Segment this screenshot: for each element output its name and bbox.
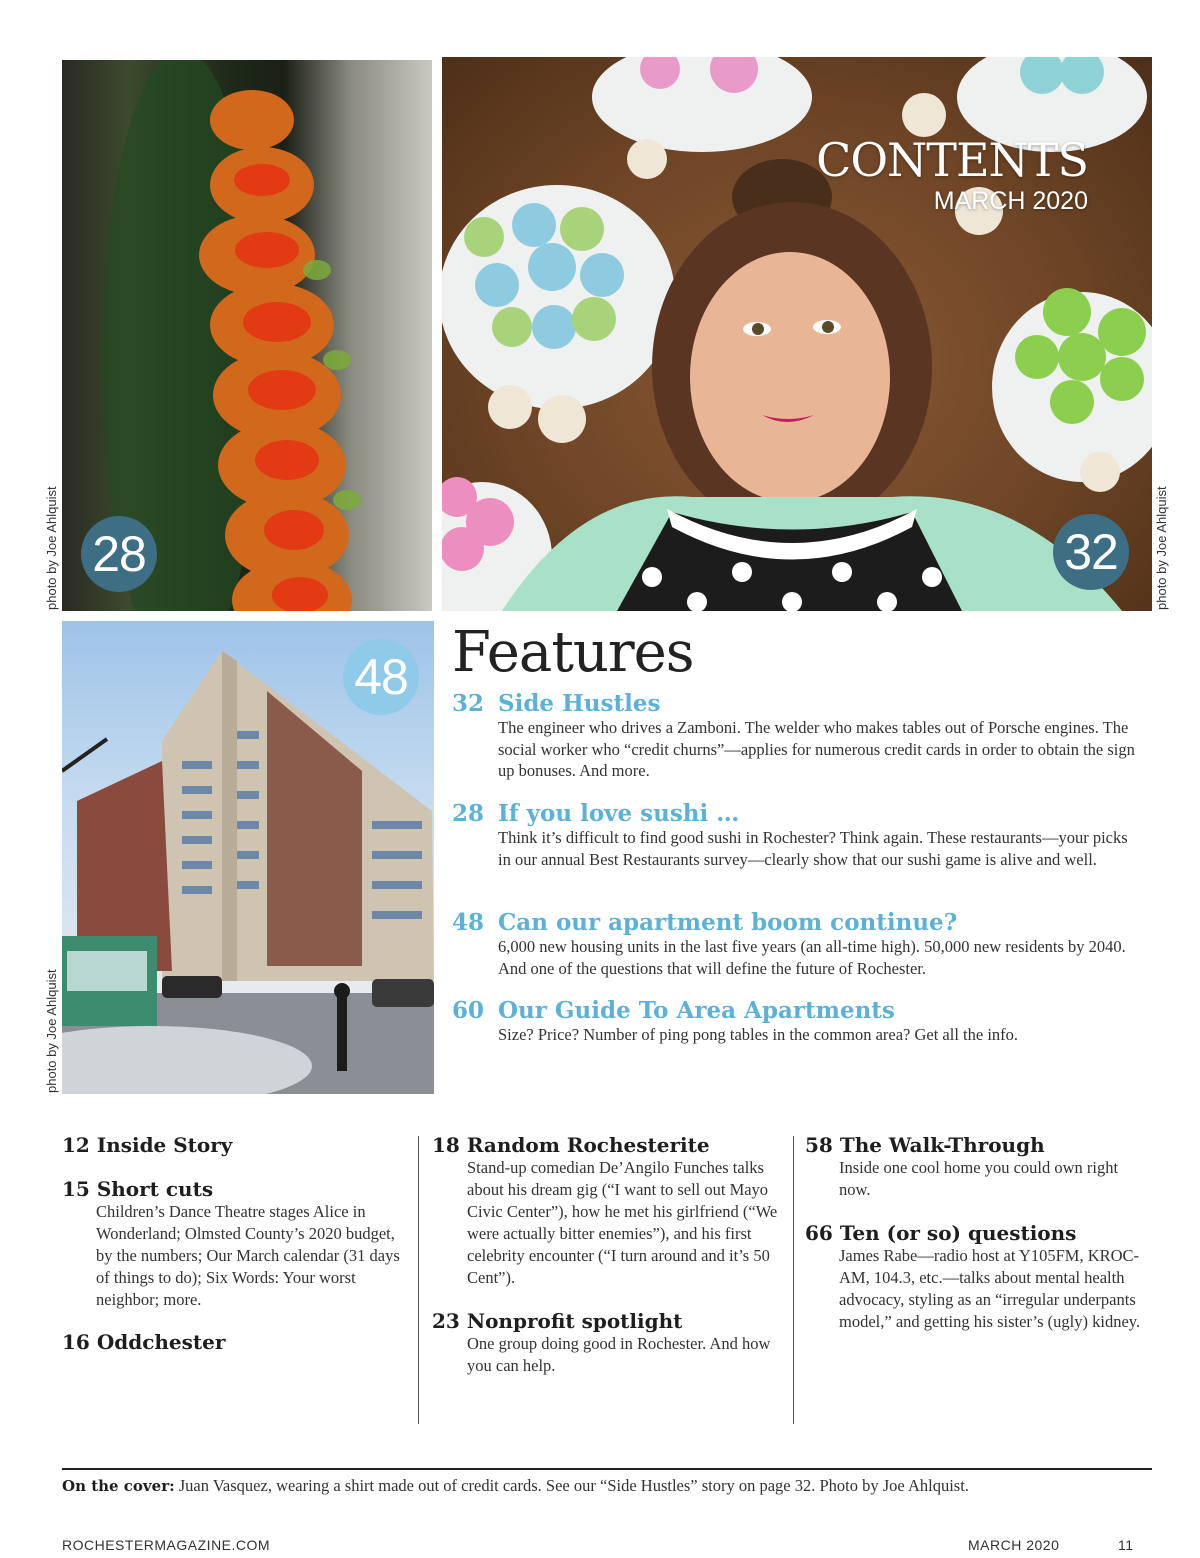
department-item[interactable] xyxy=(432,1309,782,1377)
department-page-number: 66 xyxy=(805,1221,833,1245)
feature-title[interactable]: Can our apartment boom continue? xyxy=(498,909,958,936)
department-title[interactable]: Oddchester xyxy=(96,1330,226,1354)
department-description: One group doing good in Rochester. And how you can help. xyxy=(467,1334,771,1375)
contents-date: MARCH 2020 xyxy=(933,187,1088,215)
department-item[interactable] xyxy=(432,1133,782,1289)
department-item[interactable] xyxy=(62,1330,407,1354)
department-description: Children’s Dance Theatre stages Alice in Wonderland; Olmsted County’s 2020 budget, by the numbers; Our March calendar (31 days of things to do); Six Words: Your worst neighbor; more. xyxy=(96,1202,400,1309)
department-item[interactable] xyxy=(62,1133,407,1157)
feature-description: Think it’s difficult to find good sushi in Rochester? Think again. These restaurants—your picks in our annual Best Restaurants survey—clearly show that our sushi game is alive and well. xyxy=(498,828,1128,869)
page-badge-32[interactable]: 32 xyxy=(1053,514,1129,590)
department-page-number: 16 xyxy=(62,1330,90,1354)
feature-item[interactable] xyxy=(452,690,1142,782)
department-page-number: 12 xyxy=(62,1133,90,1157)
features-heading: Features xyxy=(452,620,694,685)
department-title[interactable]: Nonprofit spotlight xyxy=(466,1309,683,1333)
baker-photo xyxy=(442,57,1152,611)
department-title[interactable]: Inside Story xyxy=(96,1133,233,1157)
department-item[interactable] xyxy=(805,1133,1150,1201)
department-page-number: 58 xyxy=(805,1133,833,1157)
page-badge-48[interactable]: 48 xyxy=(343,639,419,715)
feature-item[interactable] xyxy=(452,997,1142,1046)
department-item[interactable] xyxy=(805,1221,1150,1333)
cover-credit-text: Juan Vasquez, wearing a shirt made out of credit cards. See our “Side Hustles” story on page 32. Photo by Joe Ahlquist. xyxy=(178,1476,969,1495)
feature-item[interactable] xyxy=(452,800,1142,870)
sushi-photo xyxy=(62,60,432,611)
website-url[interactable]: ROCHESTERMAGAZINE.COM xyxy=(62,1537,271,1553)
feature-page-number: 60 xyxy=(452,997,485,1024)
photo-credit-building: photo by Joe Ahlquist xyxy=(44,969,59,1093)
department-title[interactable]: Ten (or so) questions xyxy=(839,1221,1077,1245)
column-divider xyxy=(793,1136,794,1424)
feature-description: 6,000 new housing units in the last five years (an all-time high). 50,000 new residents by 2040. And one of the questions that will define the future of Rochester. xyxy=(498,937,1126,978)
department-page-number: 15 xyxy=(62,1177,90,1201)
department-item[interactable] xyxy=(62,1177,407,1311)
department-title[interactable]: Short cuts xyxy=(96,1177,214,1201)
department-description: Stand-up comedian De’Angilo Funches talks about his dream gig (“I want to sell out Mayo Civic Center”), how he met his girlfriend (“We were actually bitter enemies”), and his first celebrity encounter (“I turn around and it’s 50 Cent”). xyxy=(467,1158,778,1287)
feature-page-number: 32 xyxy=(452,690,485,717)
building-photo xyxy=(62,621,434,1094)
photo-credit-sushi: photo by Joe Ahlquist xyxy=(44,486,59,610)
cover-credit xyxy=(62,1476,969,1496)
contents-title: CONTENTS xyxy=(816,133,1088,187)
cover-credit-label: On the cover: xyxy=(62,1477,175,1495)
footer-date: MARCH 2020 xyxy=(968,1537,1060,1553)
feature-page-number: 28 xyxy=(452,800,485,827)
feature-description: The engineer who drives a Zamboni. The welder who makes tables out of Porsche engines. The social worker who “credit churns”—applies for numerous credit cards in order to obtain the sign up bonuses. And more. xyxy=(498,718,1135,780)
feature-page-number: 48 xyxy=(452,909,485,936)
department-description: Inside one cool home you could own right now. xyxy=(839,1158,1119,1199)
feature-title[interactable]: If you love sushi … xyxy=(498,800,740,827)
department-description: James Rabe—radio host at Y105FM, KROC-AM, 104.3, etc.—talks about mental health advocacy, styling as an “irregular underpants model,” and getting his sister’s (ugly) kidney. xyxy=(839,1246,1141,1331)
department-title[interactable]: Random Rochesterite xyxy=(466,1133,710,1157)
page-badge-28[interactable]: 28 xyxy=(81,516,157,592)
photo-credit-baker: photo by Joe Ahlquist xyxy=(1154,486,1169,610)
feature-description: Size? Price? Number of ping pong tables in the common area? Get all the info. xyxy=(498,1025,1019,1044)
feature-item[interactable] xyxy=(452,909,1142,979)
department-title[interactable]: The Walk-Through xyxy=(839,1133,1045,1157)
feature-title[interactable]: Our Guide To Area Apartments xyxy=(498,997,895,1024)
page-number: 11 xyxy=(1118,1537,1134,1553)
feature-title[interactable]: Side Hustles xyxy=(498,690,661,717)
department-page-number: 18 xyxy=(432,1133,460,1157)
department-page-number: 23 xyxy=(432,1309,460,1333)
column-divider xyxy=(418,1136,419,1424)
footer-rule xyxy=(62,1468,1152,1470)
